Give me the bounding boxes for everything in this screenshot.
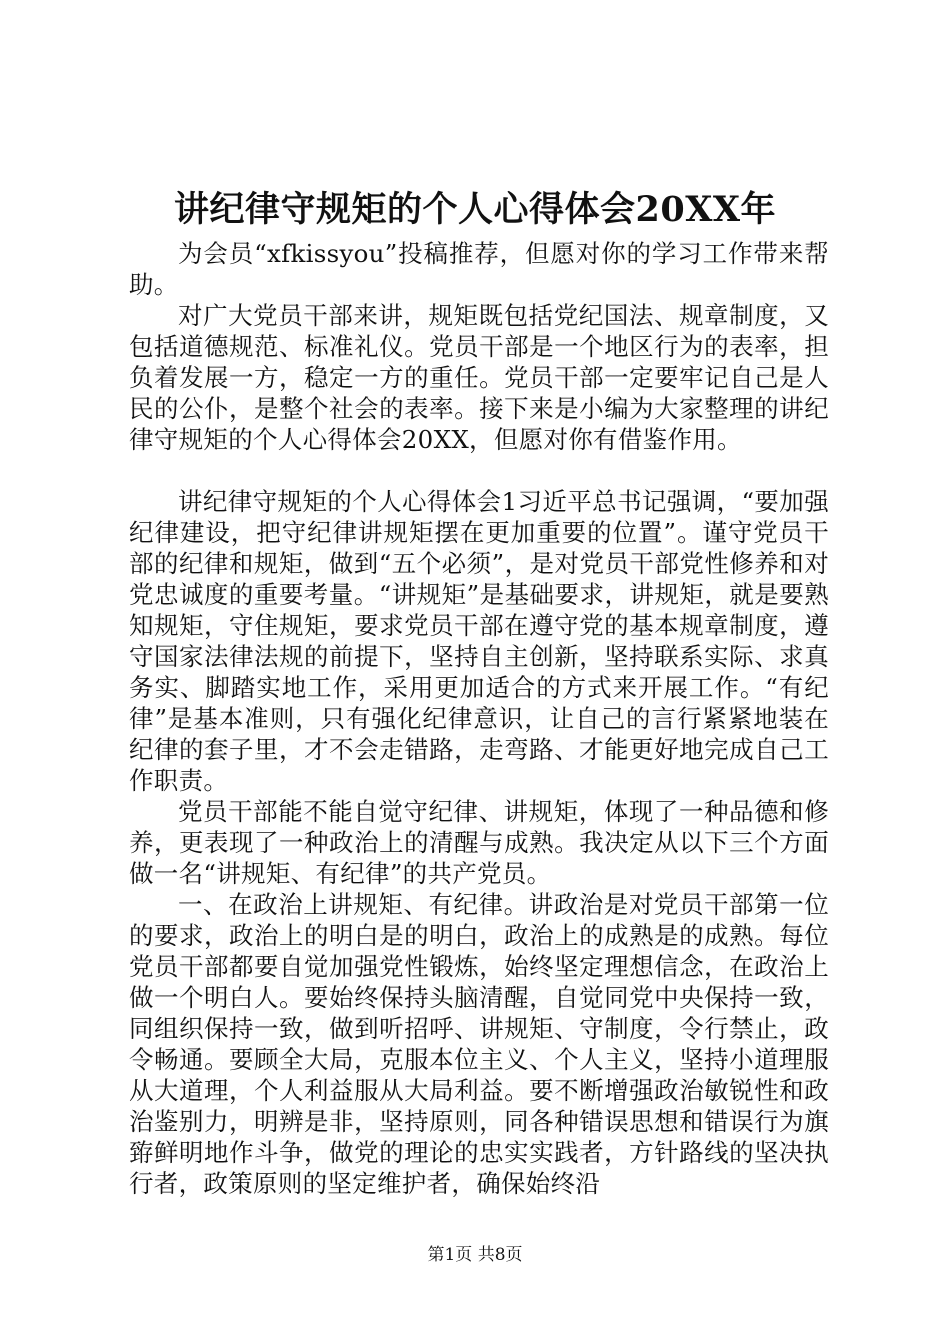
paragraph-essay-2: 党员干部能不能自觉守纪律、讲规矩，体现了一种品德和修养，更表现了一种政治上的清醒与成熟。我决定从以下三个方面做一名“讲规矩、有纪律”的共产党员。: [129, 797, 829, 888]
document-title: 讲纪律守规矩的个人心得体会20XX年: [173, 189, 777, 230]
paragraph-essay-3: 一、在政治上讲规矩、有纪律。讲政治是对党员干部第一位的要求，政治上的明白是的明白，政治上的成熟是的成熟。每位党员干部都要自觉加强党性锻炼，始终坚定理想信念，在政治上做一个明白人。要始终保持头脑清醒，自觉同党中央保持一致，同组织保持一致，做到听招呼、讲规矩、守制度，令行禁止，政令畅通。要顾全大局，克服本位主义、个人主义，坚持小道理服从大道理，个人利益服从大局利益。要不断增强政治敏锐性和政治鉴别力，明辨是非，坚持原则，同各种错误思想和错误行为旗臶鲜明地作斗争，做党的理论的忠实实践者，方针路线的坚决执行者，政策原则的坚定维护者，确保始终沿: [129, 890, 829, 1198]
document-body: [129, 238, 829, 1199]
paragraph-essay-1: 讲纪律守规矩的个人心得体会1习近平总书记强调，“要加强纪律建设，把守纪律讲规矩摆在更加重要的位置”。谨守党员干部的纪律和规矩，做到“五个必须”，是对党员干部党性修养和对党忠诚度的重要考量。“讲规矩”是基础要求，讲规矩，就是要熟知规矩，守住规矩，要求党员干部在遵守党的基本规章制度，遵守国家法律法规的前提下，坚持自主创新，坚持联系实际、求真务实、脚踏实地工作，采用更加适合的方式来开展工作。“有纪律”是基本准则，只有强化纪律意识，让自己的言行紧紧地装在纪律的套子里，才不会走错路，走弯路、才能更好地完成自己工作职责。: [129, 487, 830, 795]
paragraph-summary: 对广大党员干部来讲，规矩既包括党纪国法、规章制度，又包括道德规范、标准礼仪。党员干部是一个地区行为的表率，担负着发展一方，稳定一方的重任。党员干部一定要牢记自己是人民的公仆，是整个社会的表率。接下来是小编为大家整理的讲纪律守规矩的个人心得体会20XX，但愿对你有借鉴作用。: [129, 301, 829, 454]
page-number-footer: 第1页 共8页: [427, 1245, 523, 1265]
paragraph-intro: 为会员“xfkissyou”投稿推荐，但愿对你的学习工作带来帮助。: [129, 239, 829, 299]
